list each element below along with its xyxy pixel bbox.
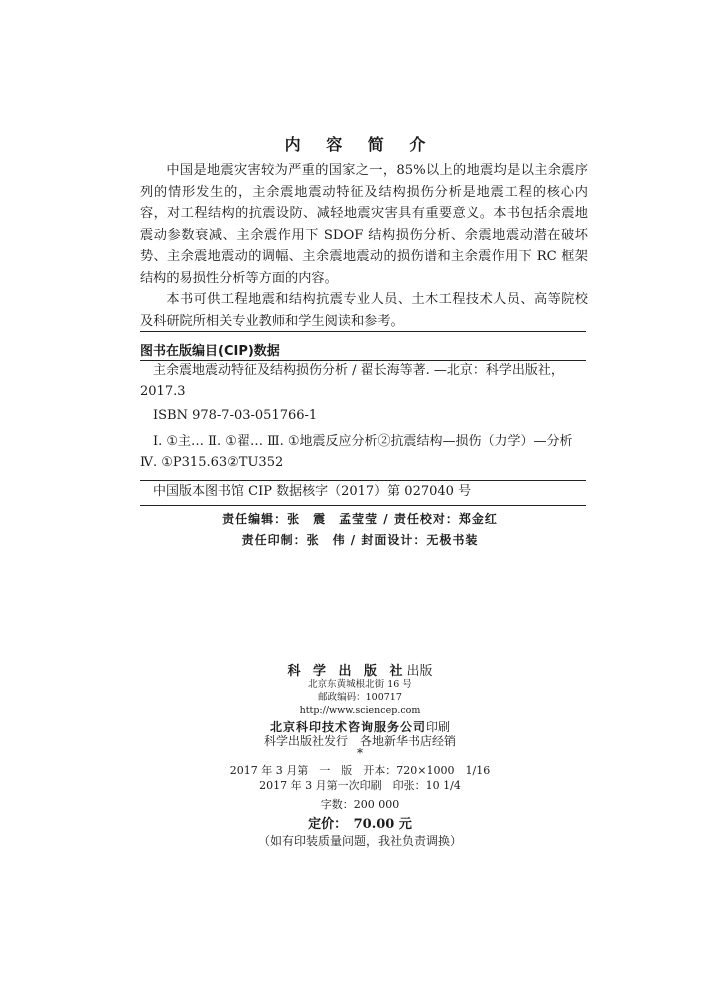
publisher-postcode: 邮政编码：100717 <box>318 692 402 703</box>
cip-isbn: ISBN 978-7-03-051766-1 <box>153 408 318 423</box>
cip-classification: Ⅰ. ①主… Ⅱ. ①翟… Ⅲ. ①地震反应分析②抗震结构—损伤（力学）—分析 Ⅳ. ①P315.63②TU352 <box>140 434 573 470</box>
publisher-address: 北京东黄城根北街 16 号 <box>308 679 412 690</box>
word-count: 字数：200 000 <box>320 798 400 811</box>
printing-info: 2017 年 3 月第一次印刷 印张：10 1/4 <box>259 779 461 792</box>
cip-heading: 图书在版编目(CIP)数据 <box>140 344 280 359</box>
printer-suffix: 印刷 <box>426 720 451 734</box>
cip-library-record: 中国版本图书馆 CIP 数据核字（2017）第 027040 号 <box>153 484 472 499</box>
publisher-website: http://www.sciencep.com <box>299 705 421 716</box>
publisher-name: 科 学 出 版 社 <box>287 664 407 679</box>
cip-book-info: 主余震地震动特征及结构损伤分析 / 翟长海等著. —北京：科学出版社，2017.3 <box>140 363 564 399</box>
summary-text <box>140 160 588 332</box>
price: 定价： 70.00 元 <box>308 817 412 832</box>
publisher-line <box>0 660 720 679</box>
summary-paragraph: 本书可供工程地震和结构抗震专业人员、土木工程技术人员、高等院校及科研院所相关专业教师和学生阅读和参考。 <box>140 292 588 329</box>
editor-credits: 责任编辑：张 震 孟莹莹 / 责任校对：郑金红 <box>222 512 498 526</box>
printer-name: 北京科印技术咨询服务公司 <box>269 720 426 734</box>
publisher-suffix: 出版 <box>406 664 433 679</box>
cip-bottom-rule <box>140 505 586 506</box>
summary-title: 内 容 简 介 <box>284 135 436 154</box>
cip-top-rule <box>140 331 586 332</box>
separator-asterisk: * <box>357 746 363 760</box>
distribution-info: 科学出版社发行 各地新华书店经销 <box>263 734 456 748</box>
quality-notice: （如有印装质量问题，我社负责调换） <box>257 834 462 848</box>
summary-paragraph: 中国是地震灾害较为严重的国家之一，85%以上的地震均是以主余震序列的情形发生的，主余震地震动特征及结构损伤分析是地震工程的核心内容，对工程结构的抗震设防、减轻地震灾害具有重要意义。本书包括余震地震动参数衰减、主余震作用下 SDOF 结构损伤分析、余震地震动潜在破坏势、主余震地震动的调幅、主余震地震动的损伤谱和主余震作用下 RC 框架结构的易损性分析等方面的内容。 <box>140 163 588 286</box>
production-credits: 责任印制：张 伟 / 封面设计：无极书装 <box>241 533 479 547</box>
edition-info: 2017 年 3 月第 一 版 开本：720×1000 1/16 <box>229 764 491 777</box>
